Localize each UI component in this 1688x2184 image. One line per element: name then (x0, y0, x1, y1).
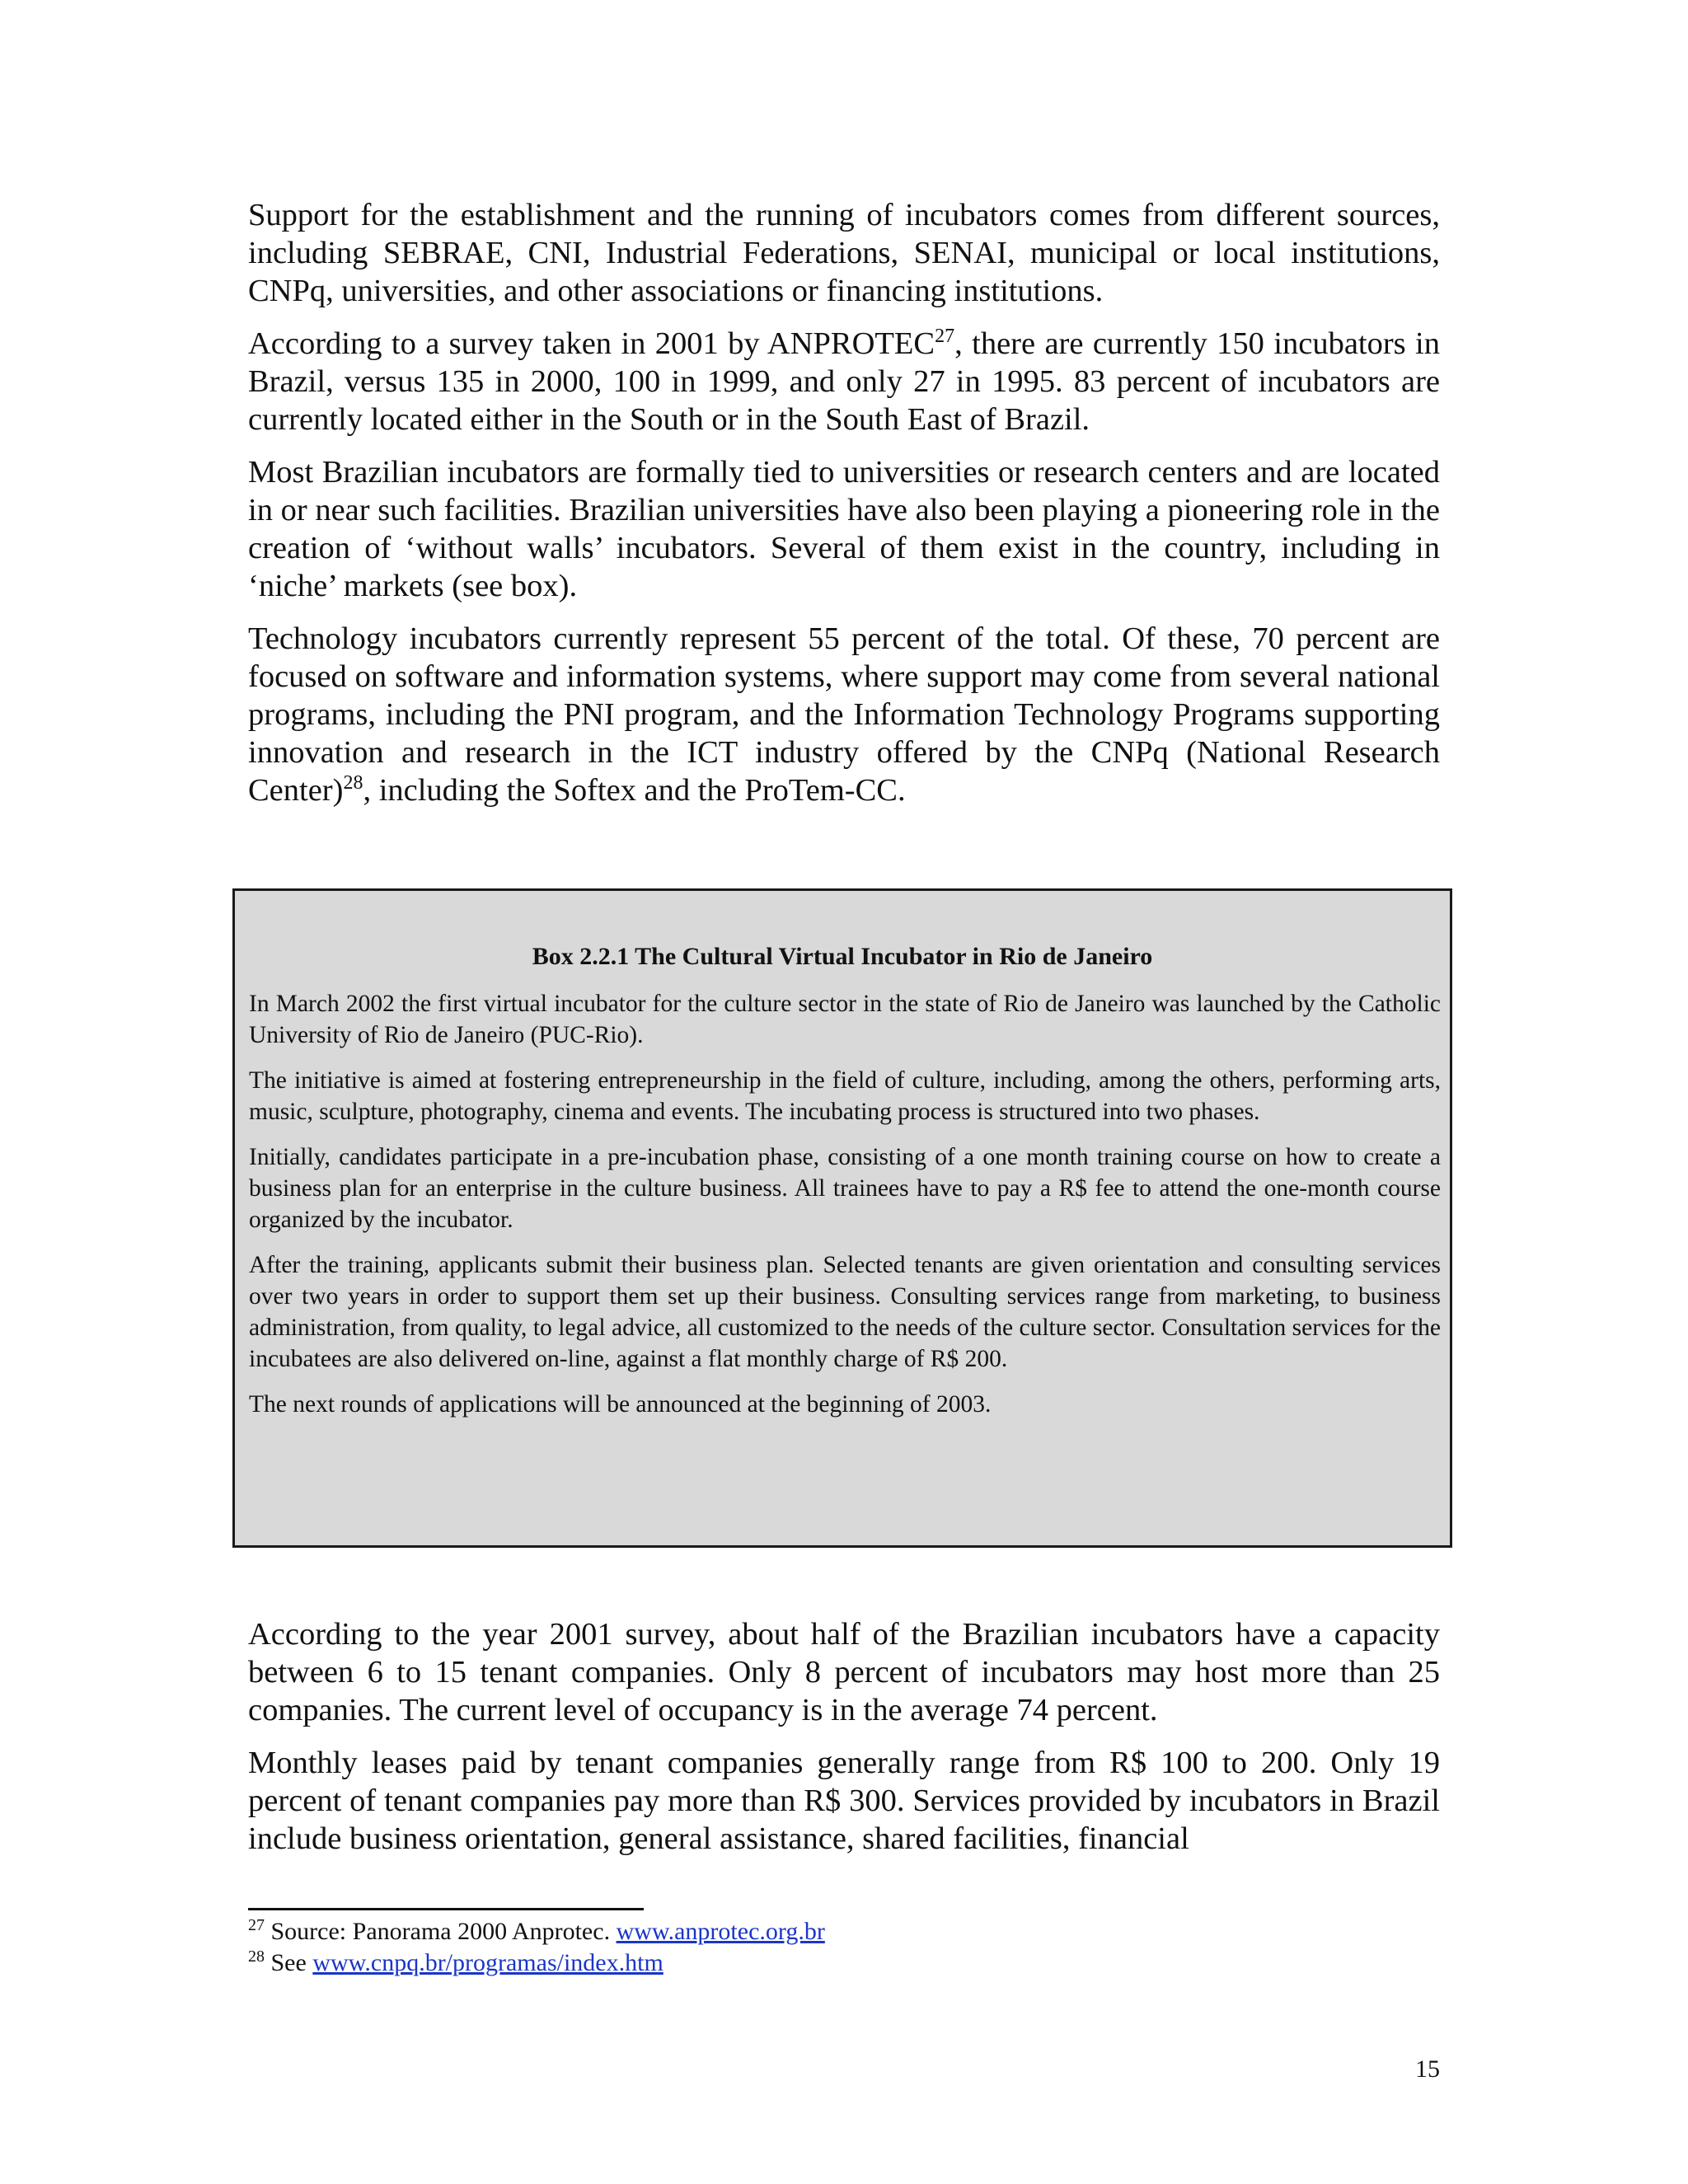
paragraph-support-sources: Support for the establishment and the running of incubators comes from different sources, including SEBRAE, CNI, Industrial Federations, SENAI, municipal or local institutions, CNPq, universities, and other associations or financing institutions. (248, 198, 1440, 308)
box-paragraph: After the training, applicants submit their business plan. Selected tenants are given orientation and consulting services over two years in order to support them set up their business. Consulting services range from marketing, to business administration, from quality, to legal advice, all customized to the needs of the culture sector. Consultation services for the incubatees are also delivered on-line, against a flat monthly charge of R$ 200. (249, 1252, 1441, 1372)
footnote-link-cnpq[interactable]: www.cnpq.br/programas/index.htm (312, 1949, 663, 1976)
paragraph-text: , including the Softex and the ProTem-CC. (363, 773, 906, 808)
paragraph-text: According to a survey taken in 2001 by ANPROTEC (248, 326, 935, 361)
case-study-box (232, 888, 1452, 1548)
page-number: 15 (1415, 2055, 1440, 2083)
footnote-28 (248, 1947, 1440, 1979)
paragraph-technology-incubators (248, 620, 1440, 809)
box-body (249, 988, 1441, 1434)
footnote-text: Source: Panorama 2000 Anprotec. (270, 1918, 617, 1945)
footnote-link-anprotec[interactable]: www.anprotec.org.br (616, 1918, 825, 1945)
body-text-bottom (248, 1615, 1440, 1872)
box-title: Box 2.2.1 The Cultural Virtual Incubator in Rio de Janeiro (532, 943, 1153, 970)
footnote-divider (248, 1908, 644, 1910)
footnote-ref-27[interactable]: 27 (935, 326, 955, 348)
footnote-27 (248, 1916, 1440, 1947)
box-paragraph: The next rounds of applications will be announced at the beginning of 2003. (249, 1391, 992, 1418)
footnote-text: See (270, 1949, 313, 1976)
footnote-number: 28 (248, 1947, 265, 1966)
paragraph-capacity: According to the year 2001 survey, about half of the Brazilian incubators have a capacity between 6 to 15 tenant companies. Only 8 percent of incubators may host more than 25 companies. The current level of occupancy is in the average 74 percent. (248, 1617, 1440, 1727)
footnote-number: 27 (248, 1916, 265, 1934)
footnotes (248, 1916, 1440, 1979)
paragraph-anprotec-survey (248, 325, 1440, 438)
paragraph-text: Technology incubators currently represent 55 percent of the total. Of these, 70 percent are focused on software and information systems, where support may come from several national programs, including the PNI program, and the Information Technology Programs supporting innovation and research in the ICT industry offered by the CNPq (National Research Center) (248, 621, 1440, 808)
box-paragraph: In March 2002 the first virtual incubator for the culture sector in the state of Rio de Janeiro was launched by the Catholic University of Rio de Janeiro (PUC-Rio). (249, 991, 1441, 1048)
footnote-ref-28[interactable]: 28 (343, 772, 363, 794)
body-text-top (248, 196, 1440, 824)
box-paragraph: Initially, candidates participate in a pre-incubation phase, consisting of a one month training course on how to create a business plan for an enterprise in the culture business. All trainees have to pay a R$ fee to attend the one-month course organized by the incubator. (249, 1144, 1441, 1233)
paragraph-monthly-leases: Monthly leases paid by tenant companies generally range from R$ 100 to 200. Only 19 percent of tenant companies pay more than R$ 300. Services provided by incubators in Brazil include business orientation, general assistance, shared facilities, financial (248, 1746, 1440, 1856)
paragraph-universities: Most Brazilian incubators are formally tied to universities or research centers and are located in or near such facilities. Brazilian universities have also been playing a pioneering role in the creation of ‘without walls’ incubators. Several of them exist in the country, including in ‘niche’ markets (see box). (248, 455, 1440, 603)
paragraph-text: , there are currently 150 incubators in Brazil, versus 135 in 2000, 100 in 1999, and only 27 in 1995. 83 percent of incubators are currently located either in the South or in the South East of Brazil. (248, 326, 1440, 437)
box-paragraph: The initiative is aimed at fostering entrepreneurship in the field of culture, including, among the others, performing arts, music, sculpture, photography, cinema and events. The incubating process is structured into two phases. (249, 1067, 1441, 1125)
